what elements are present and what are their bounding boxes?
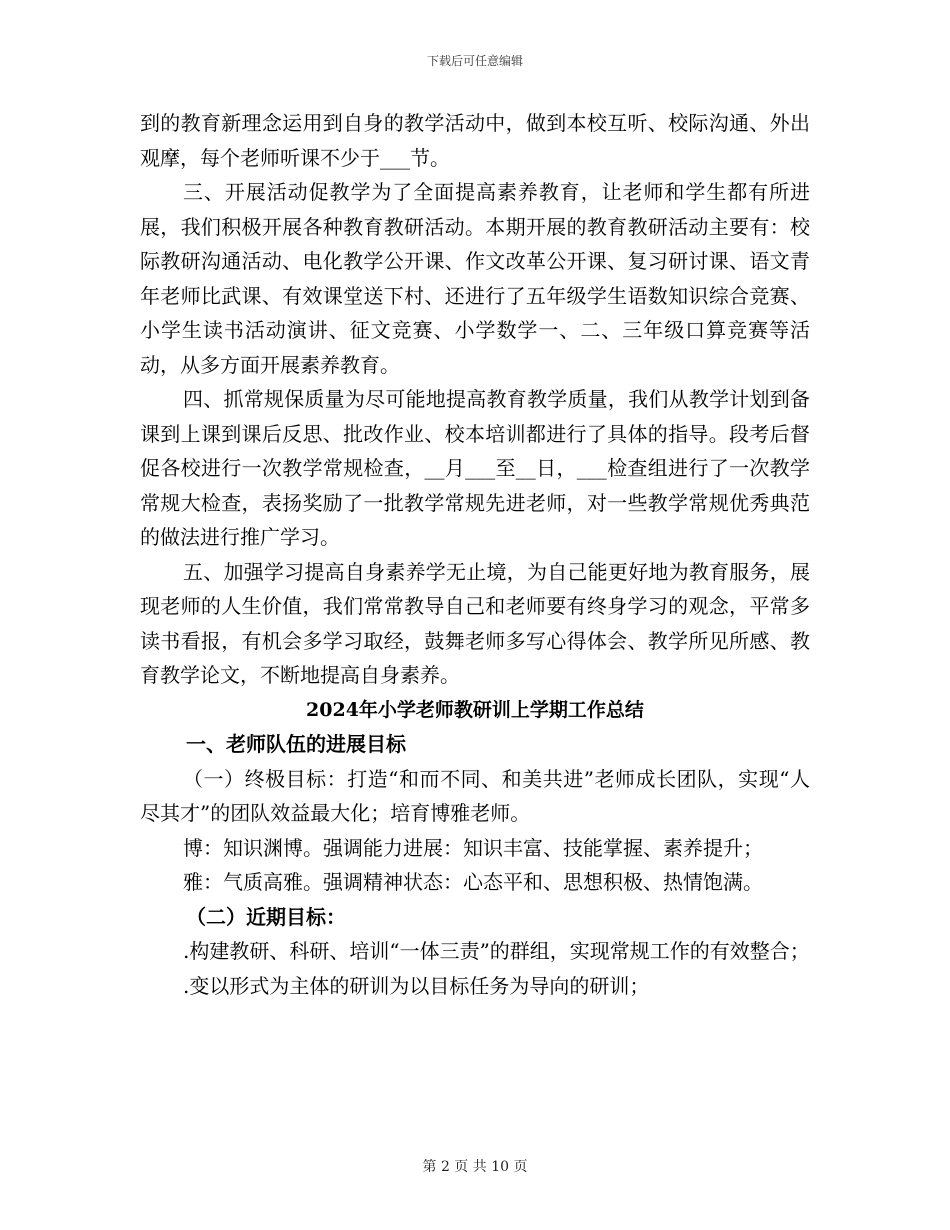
- paragraph-continuation: 到的教育新理念运用到自身的教学活动中，做到本校互听、校际沟通、外出观摩，每个老师听课不少于___节。: [140, 111, 810, 170]
- paragraph-bo: 博：知识渊博。强调能力进展：知识丰富、技能掌握、素养提升；: [183, 835, 763, 860]
- page-header: 下载后可任意编辑: [426, 54, 523, 68]
- list-item-target-oriented: .变以形式为主体的研训为以目标任务为导向的研训；: [183, 973, 650, 998]
- section-title: 2024年小学老师教研训上学期工作总结: [306, 698, 644, 721]
- paragraph-ya: 雅：气质高雅。强调精神状态：心态平和、思想积极、热情饱满。: [183, 870, 763, 894]
- heading-near-term-goals: （二）近期目标：: [186, 904, 346, 929]
- paragraph-ultimate-goal: （一）终极目标：打造“和而不同、和美共进”老师成长团队，实现“人尽其才”的团队效益最大化；培育博雅老师。: [140, 766, 810, 825]
- document-body: [140, 106, 810, 1003]
- heading-teacher-team-goals: 一、老师队伍的进展目标: [186, 732, 406, 756]
- list-item-integration: .构建教研、科研、培训“一体三责”的群组，实现常规工作的有效整合；: [183, 939, 810, 963]
- page-footer: 第 2 页 共 10 页: [422, 1159, 528, 1175]
- paragraph-self-improvement: 五、加强学习提高自身素养学无止境，为自己能更好地为教育服务，展现老师的人生价值，我们常常教导自己和老师要有终身学习的观念，平常多读书看报，有机会多学习取经，鼓舞老师多写心得体会、教学所见所感、教育教学论文，不断地提高自身素养。: [140, 559, 810, 687]
- paragraph-activities: 三、开展活动促教学为了全面提高素养教育，让老师和学生都有所进展，我们积极开展各种教育教研活动。本期开展的教育教研活动主要有：校际教研沟通活动、电化教学公开课、作文改革公开课、复习研讨课、语文青年老师比武课、有效课堂送下村、还进行了五年级学生语数知识综合竞赛、小学生读书活动演讲、征文竞赛、小学数学一、二、三年级口算竞赛等活动，从多方面开展素养教育。: [140, 180, 810, 377]
- paragraph-routine-quality: 四、抓常规保质量为尽可能地提高教育教学质量，我们从教学计划到备课到上课到课后反思、批改作业、校本培训都进行了具体的指导。段考后督促各校进行一次教学常规检查，__月___至__日，___检查组进行了一次教学常规大检查，表扬奖励了一批教学常规先进老师，对一些教学常规优秀典范的做法进行推广学习。: [140, 387, 810, 549]
